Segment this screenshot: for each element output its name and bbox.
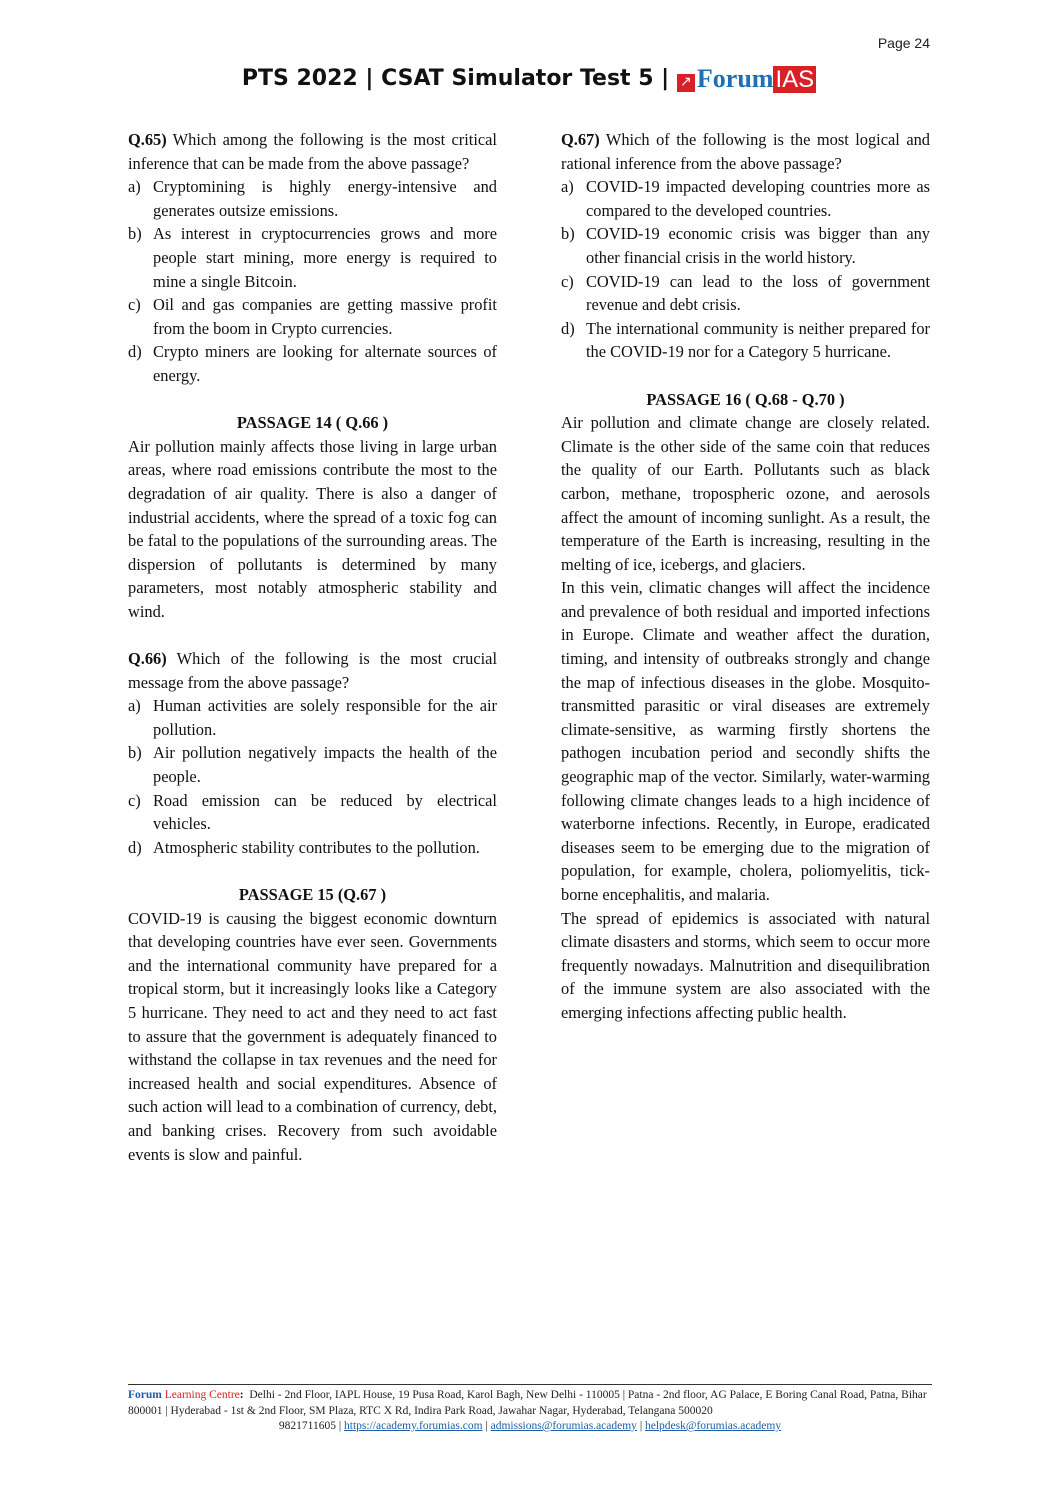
left-column (128, 128, 497, 1166)
option-letter: a) (128, 177, 141, 197)
option-letter: c) (561, 271, 574, 291)
header-title: PTS 2022 | CSAT Simulator Test 5 | (241, 66, 670, 91)
option-text: Oil and gas companies are getting massive profit from the boom in Crypto currencies. (153, 295, 497, 338)
option-text: COVID-19 impacted developing countries more as compared to the developed countries. (586, 177, 930, 220)
question-67: Q.67) Which of the following is the most logical and rational inference from the above passage? (561, 130, 930, 173)
q67-options (561, 175, 930, 364)
option-c (561, 270, 930, 317)
question-65: Q.65) Which among the following is the most critical inference that can be made from the above passage? (128, 130, 497, 173)
option-letter: b) (128, 743, 142, 763)
option-letter: b) (128, 224, 142, 244)
page-number: Page 24 (877, 35, 930, 51)
passage-16-para-3: The spread of epidemics is associated with natural climate disasters and storms, which seem to occur more frequently nowadays. Malnutrition and disequilibration of the immune system are also associated with the emerging infections affecting public health. (561, 908, 930, 1022)
passage-14-heading: PASSAGE 14 ( Q.66 ) (236, 413, 389, 433)
option-text: COVID-19 economic crisis was bigger than any other financial crisis in the world history. (586, 224, 930, 267)
helpdesk-email-link[interactable]: helpdesk@forumias.academy (645, 1420, 782, 1432)
option-a (561, 175, 930, 222)
option-letter: b) (561, 224, 575, 244)
option-a (128, 694, 497, 741)
passage-16-heading: PASSAGE 16 ( Q.68 - Q.70 ) (646, 389, 845, 409)
option-text: Cryptomining is highly energy-intensive and generates outsize emissions. (153, 177, 497, 220)
right-column (561, 128, 930, 1025)
option-text: Crypto miners are looking for alternate sources of energy. (153, 342, 497, 385)
option-d (128, 836, 497, 860)
option-letter: a) (128, 696, 141, 716)
option-a (128, 175, 497, 222)
option-c (128, 293, 497, 340)
option-text: COVID-19 can lead to the loss of government revenue and debt crisis. (586, 271, 930, 315)
admissions-email-link[interactable]: admissions@forumias.academy (490, 1420, 637, 1432)
option-letter: c) (128, 790, 141, 810)
option-letter: d) (128, 342, 142, 362)
option-text: The international community is neither prepared for the COVID-19 nor for a Category 5 hurricane. (586, 318, 930, 362)
q65-options (128, 175, 497, 387)
option-b (128, 741, 497, 788)
q66-options (128, 694, 497, 859)
passage-16-para-2: In this vein, climatic changes will affect the incidence and prevalence of both residual and imported infections in Europe. Climate and weather affect the duration, timing, and intensity of outbreaks strongly and change the map of infectious diseases in the globe. Mosquito-transmitted parasitic or viral diseases are extremely climate-sensitive, as warming firstly shortens the pathogen incubation period and secondly shifts the geographic map of the vector. Similarly, water-warming following climate changes leads to a high incidence of waterborne infections. Recently, in Europe, eradicated diseases seem to be emerging due to the migration of population, for example, cholera, poliomyelitis, tick-borne encephalitis, and malaria. (561, 578, 930, 904)
option-text: Road emission can be reduced by electrical vehicles. (153, 790, 497, 834)
forumias-logo: ↗ ForumIAS (677, 64, 816, 94)
option-text: Atmospheric stability contributes to the pollution. (153, 837, 480, 857)
option-c (128, 789, 497, 836)
passage-15-text: COVID-19 is causing the biggest economic downturn that developing countries have ever seen. Governments and the international community have prepared for a tropical storm, but it increasingly looks like a Category 5 hurricane. They need to act and they need to act fast to assure that the government is adequately financed to withstand the collapse in tax revenues and the need for increased health and social expenditures. Absence of such action will lead to a combination of currency, debt, and banking crises. Recovery from such avoidable events is slow and painful. (128, 908, 497, 1164)
option-d (561, 317, 930, 364)
option-text: As interest in cryptocurrencies grows and more people start mining, more energy is required to mine a single Bitcoin. (153, 224, 497, 291)
arrow-logo-icon: ↗ (677, 74, 695, 92)
footer-contacts: 9821711605 | https://academy.forumias.com | admissions@forumias.academy | helpdesk@forumias.academy (278, 1420, 782, 1432)
option-letter: c) (128, 295, 141, 315)
option-letter: d) (561, 318, 575, 338)
page-footer (128, 1384, 932, 1435)
option-b (561, 222, 930, 269)
page-header (0, 64, 1058, 94)
option-text: Air pollution negatively impacts the health of the people. (153, 743, 497, 787)
footer-address: Forum Learning Centre: Delhi - 2nd Floor, IAPL House, 19 Pusa Road, Karol Bagh, New Delhi - 110005 | Patna - 2nd floor, AG Palace, E Boring Canal Road, Patna, Bihar 800001 | Hyderabad - 1st & 2nd Floor, SM Plaza, RTC X Rd, Indira Park Road, Jawahar Nagar, Hyderabad, Telangana 500020 (128, 1389, 927, 1417)
passage-14-text: Air pollution mainly affects those living in large urban areas, where road emissions contribute the most to the degradation of air quality. There is also a danger of industrial accidents, where the spread of a toxic fog can be fatal to the populations of the surrounding areas. The dispersion of pollutants is determined by many parameters, most notably atmospheric stability and wind. (128, 436, 497, 621)
passage-15-heading: PASSAGE 15 (Q.67 ) (238, 885, 387, 904)
passage-16-para-1: Air pollution and climate change are closely related. Climate is the other side of the same coin that reduces the quality of our Earth. Pollutants such as black carbon, methane, tropospheric ozone, and aerosols affect the amount of incoming sunlight. As a result, the temperature of the Earth is increasing, resulting in the melting of ice, icebergs, and glaciers. (561, 413, 930, 574)
question-66: Q.66) Which of the following is the most crucial message from the above passage? (128, 649, 497, 692)
option-d (128, 340, 497, 387)
option-b (128, 222, 497, 293)
option-text: Human activities are solely responsible for the air pollution. (153, 696, 497, 739)
website-link[interactable]: https://academy.forumias.com (344, 1420, 483, 1432)
option-letter: d) (128, 837, 142, 857)
option-letter: a) (561, 177, 574, 197)
